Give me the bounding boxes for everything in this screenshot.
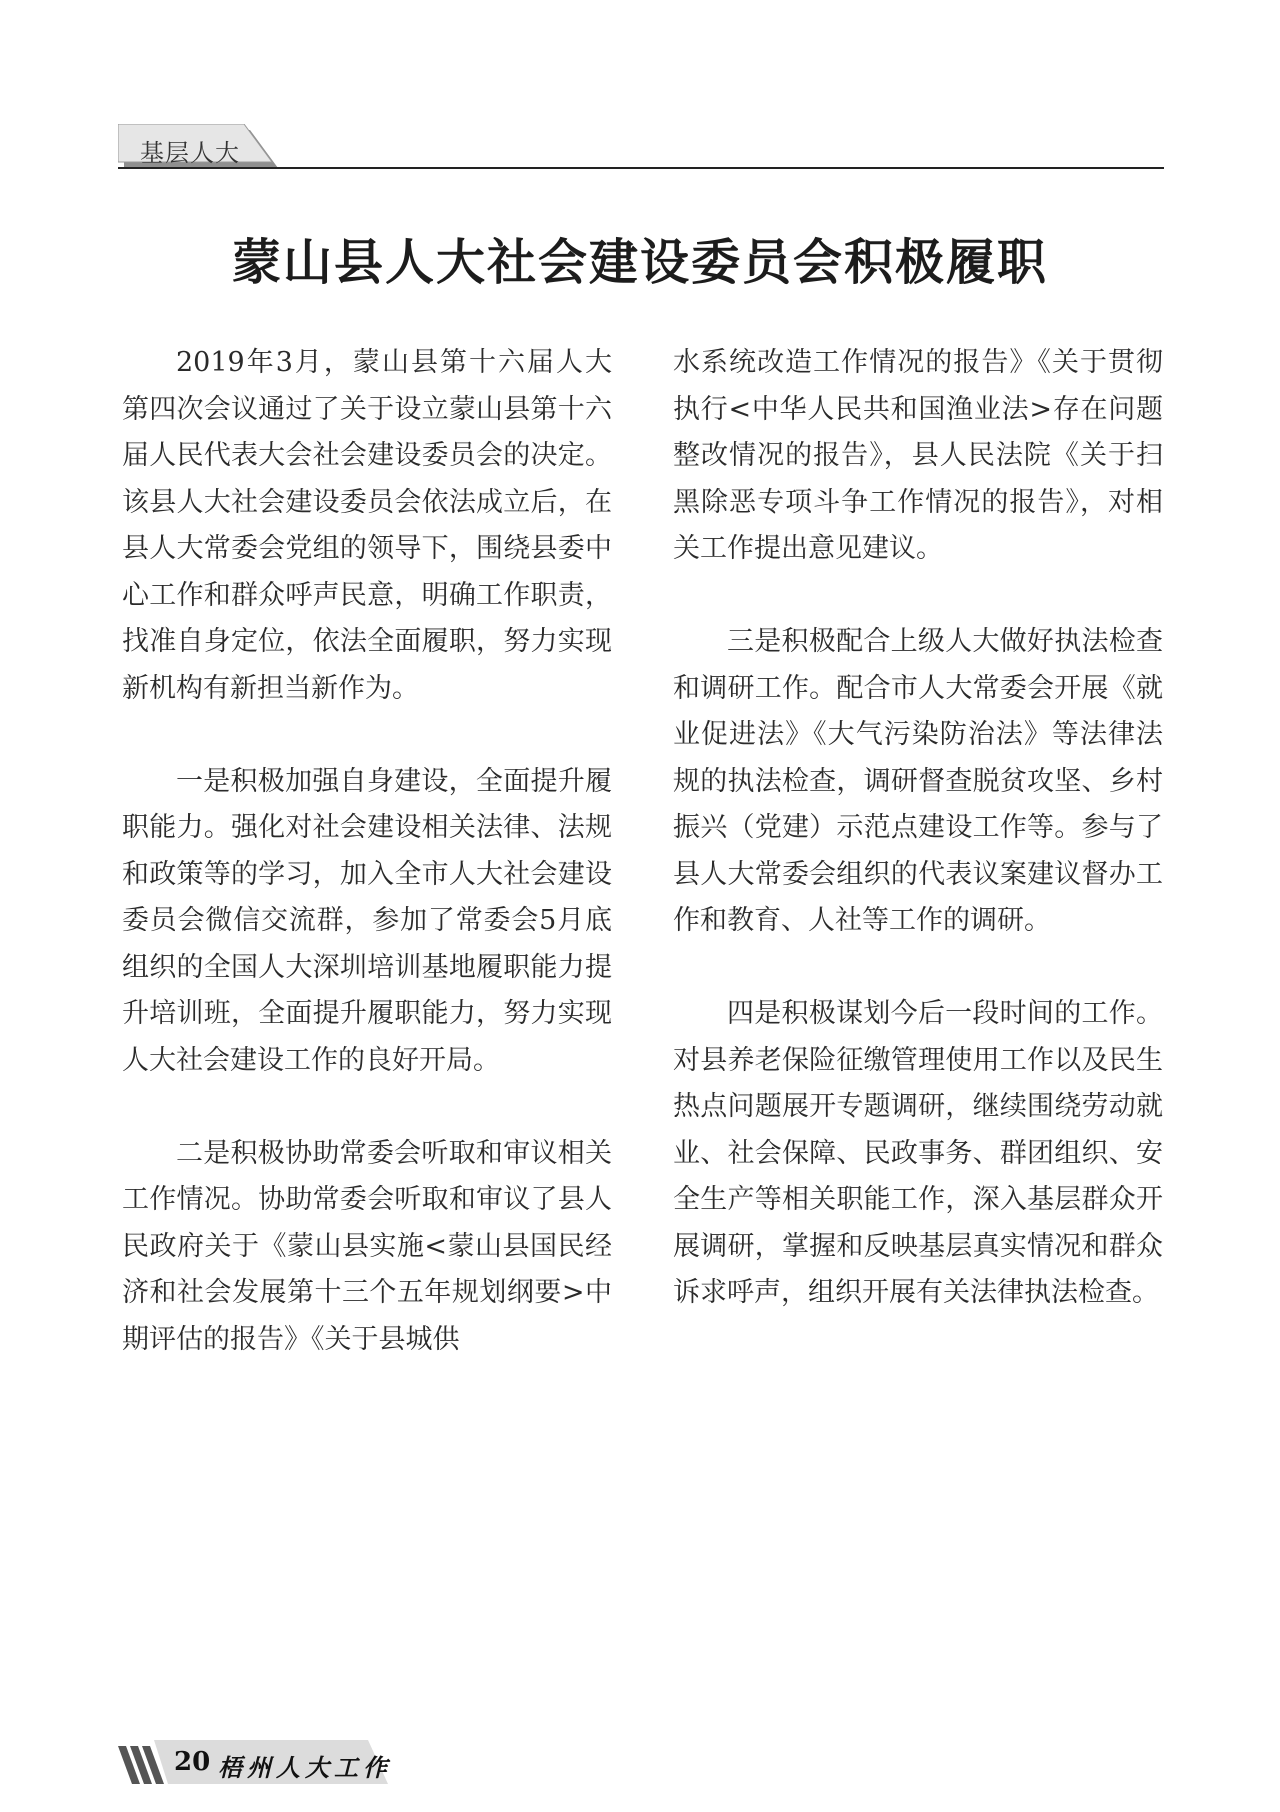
header-rule [118, 167, 1164, 169]
page-number: 20 [174, 1747, 211, 1777]
magazine-name: 梧州人大工作 [218, 1754, 392, 1782]
paragraph-point-four: 四是积极谋划今后一段时间的工作。对县养老保险征缴管理使用工作以及民生热点问题展开专题调研，继续围绕劳动就业、社会保障、民政事务、群团组织、安全生产等相关职能工作，深入基层群众开展调研，掌握和反映基层真实情况和群众诉求呼声，组织开展有关法律执法检查。 [673, 998, 1163, 1308]
paragraph-intro: 2019年3月，蒙山县第十六届人大第四次会议通过了关于设立蒙山县第十六届人民代表大会社会建设委员会的决定。该县人大社会建设委员会依法成立后，在县人大常委会党组的领导下，围绕县委中心工作和群众呼声民意，明确工作职责，找准自身定位，依法全面履职，努力实现新机构有新担当新作为。 [122, 347, 612, 704]
left-column [122, 340, 612, 1363]
paragraph-point-two-continued: 水系统改造工作情况的报告》《关于贯彻执行<中华人民共和国渔业法>存在问题整改情况的报告》，县人民法院《关于扫黑除恶专项斗争工作情况的报告》，对相关工作提出意见建议。 [673, 347, 1163, 564]
page-footer [118, 1740, 398, 1790]
paragraph-point-one: 一是积极加强自身建设，全面提升履职能力。强化对社会建设相关法律、法规和政策等的学习，加入全市人大社会建设委员会微信交流群，参加了常委会5月底组织的全国人大深圳培训基地履职能力提升培训班，全面提升履职能力，努力实现人大社会建设工作的良好开局。 [122, 765, 612, 1076]
article-title: 蒙山县人大社会建设委员会积极履职 [231, 234, 1048, 291]
paragraph-point-two: 二是积极协助常委会听取和审议相关工作情况。协助常委会听取和审议了县人民政府关于《蒙山县实施<蒙山县国民经济和社会发展第十三个五年规划纲要>中期评估的报告》《关于县城供 [122, 1137, 612, 1355]
right-column [673, 340, 1163, 1317]
paragraph-point-three: 三是积极配合上级人大做好执法检查和调研工作。配合市人大常委会开展《就业促进法》《大气污染防治法》等法律法规的执法检查，调研督查脱贫攻坚、乡村振兴（党建）示范点建设工作等。参与了县人大常委会组织的代表议案建议督办工作和教育、人社等工作的调研。 [673, 626, 1163, 936]
section-label: 基层人大 [140, 139, 240, 167]
